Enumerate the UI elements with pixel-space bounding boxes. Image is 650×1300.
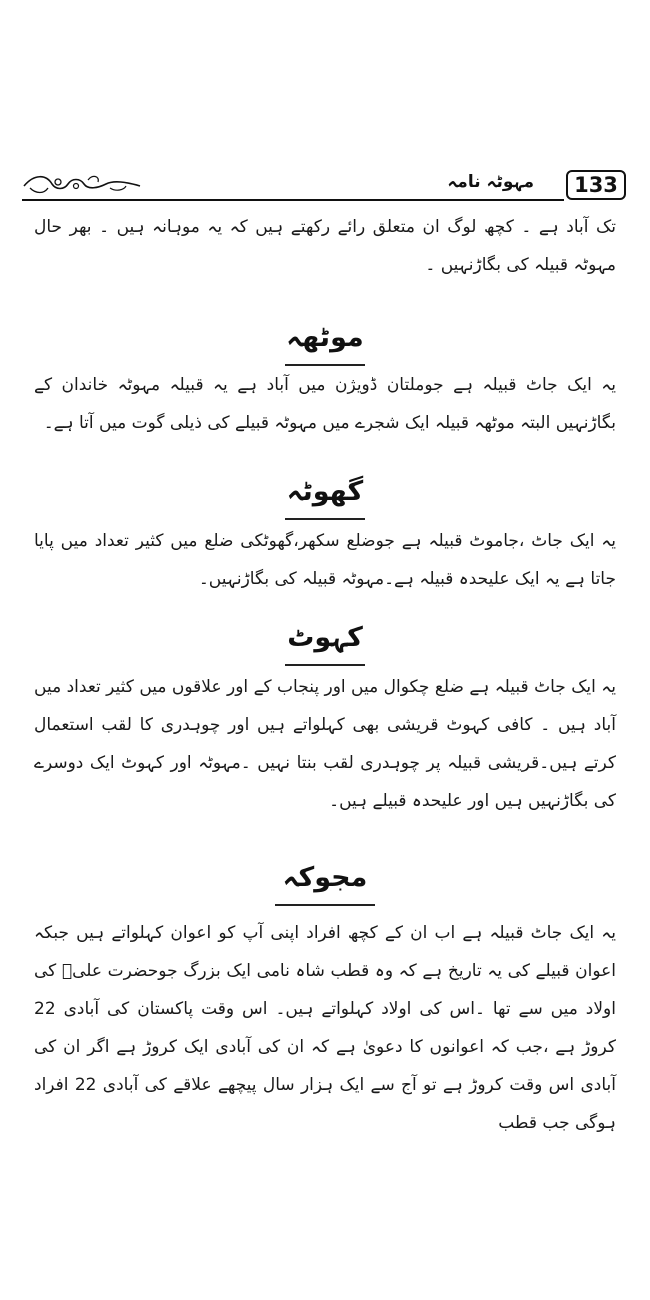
page-number: 133 (566, 170, 626, 200)
paragraph-ghotta: یہ ایک جاٹ ،جاموٹ قبیلہ ہے جوضلع سکھر،گھوٹکی ضلع میں کثیر تعداد میں پایا جاتا ہے یہ ایک علیحدہ قبیلہ ہے۔مہوٹہ قبیلہ کی بگاڑنہیں۔ (34, 531, 616, 589)
section-heading-ghotta: گھوٹہ (286, 476, 364, 507)
paragraph-majoka: یہ ایک جاٹ قبیلہ ہے اب ان کے کچھ افراد اپنی آپ کو اعوان کہلواتے ہیں جبکہ اعوان قبیلے کی یہ تاریخ ہے کہ وہ قطب شاہ نامی ایک بزرگ جوحضرت علیؑ کی اولاد میں سے تھا ۔اس کی اولاد کہلواتے ہیں۔ اس وقت پاکستان کی آبادی 22 کروڑ ہے ،جب کہ اعوانوں کا دعویٰ ہے کہ ان کی آبادی ایک کروڑ ہے اگر ان کی آبادی اس وقت کروڑ ہے تو آج سے ایک ہزار سال پیچھے علاقے کی آبادی 22 افراد ہوگی جب قطب (34, 923, 616, 1133)
ornament-flourish-icon (22, 172, 142, 196)
section-heading-mootha: موٹھہ (286, 322, 364, 353)
book-title: مہوٹہ نامہ (447, 172, 534, 192)
heading-underline (275, 904, 375, 906)
paragraph-mootha: یہ ایک جاٹ قبیلہ ہے جوملتان ڈویژن میں آباد ہے یہ قبیلہ مہوٹہ خاندان کے بگاڑنہیں البتہ موٹھہ قبیلہ ایک شجرے میں مہوٹہ قبیلے کی ذیلی گوت میں آتا ہے۔ (34, 375, 616, 433)
section-heading-majoka: مجوکہ (282, 862, 368, 893)
paragraph-kahot: یہ ایک جاٹ قبیلہ ہے ضلع چکوال میں اور پنجاب کے اور علاقوں میں کثیر تعداد میں آباد ہیں ۔ کافی کہوٹ قریشی بھی کہلواتے ہیں اور چوہدری کا لقب استعمال کرتے ہیں۔قریشی قبیلہ پر چوہدری لقب بنتا نہیں ۔مہوٹہ اور کہوٹ ایک دوسرے کی بگاڑنہیں ہیں اور علیحدہ قبیلے ہیں۔ (34, 677, 616, 811)
heading-underline (285, 518, 365, 520)
page-header (22, 168, 626, 206)
heading-underline (285, 664, 365, 666)
header-rule (22, 199, 564, 201)
paragraph-intro: تک آباد ہے ۔ کچھ لوگ ان متعلق رائے رکھتے ہیں کہ یہ موہانہ ہیں ۔ بھر حال مہوٹہ قبیلہ کی بگاڑنہیں ۔ (34, 217, 616, 275)
section-heading-kahot: کہوٹ (287, 622, 363, 653)
